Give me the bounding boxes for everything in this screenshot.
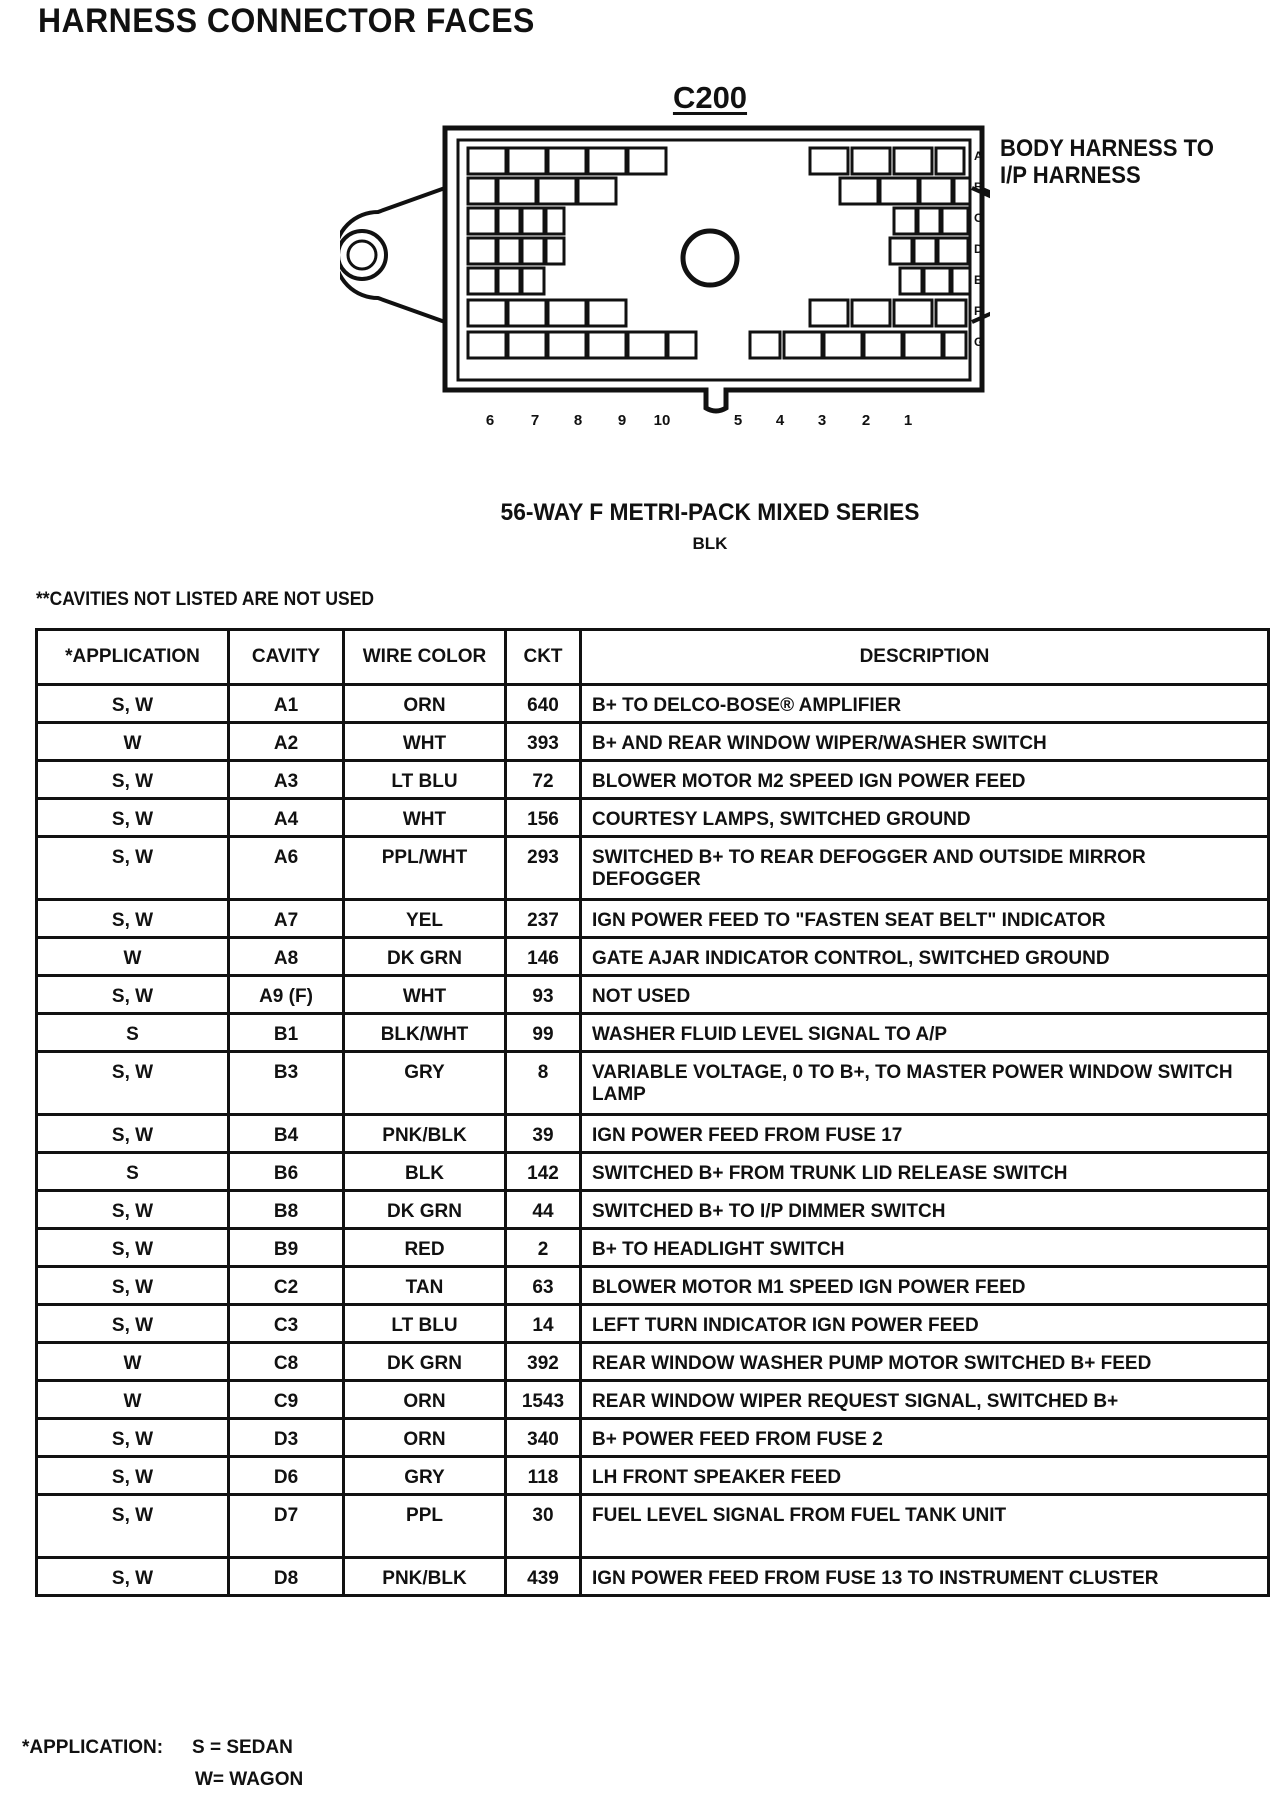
header-wire-color: WIRE COLOR — [344, 630, 506, 685]
table-row — [37, 799, 1269, 837]
page-title: HARNESS CONNECTOR FACES — [38, 2, 535, 40]
row-wire-color: BLK — [344, 1153, 506, 1191]
row-cavity: C8 — [229, 1343, 344, 1381]
connector-cavity — [628, 332, 666, 358]
row-description: COURTESY LAMPS, SWITCHED GROUND — [581, 799, 1269, 837]
table-row — [37, 1191, 1269, 1229]
table-row — [37, 900, 1269, 938]
harness-label-line-2: I/P HARNESS — [1000, 162, 1141, 189]
connector-cavity — [498, 268, 520, 294]
connector-cavity — [522, 238, 544, 264]
connector-cavity — [548, 300, 586, 326]
connector-cavity — [864, 332, 902, 358]
connector-cavity — [588, 300, 626, 326]
cavity-column-number: 1 — [903, 412, 913, 429]
row-ckt: 44 — [506, 1191, 581, 1229]
row-cavity: B8 — [229, 1191, 344, 1229]
row-cavity: B9 — [229, 1229, 344, 1267]
cavity-column-number: 8 — [573, 412, 583, 429]
cavities-note: **CAVITIES NOT LISTED ARE NOT USED — [36, 589, 374, 610]
connector-cavity — [810, 148, 848, 174]
row-wire-color: ORN — [344, 1381, 506, 1419]
cavity-row-label: B — [974, 180, 983, 194]
table-header-row — [37, 630, 1269, 685]
row-description: IGN POWER FEED FROM FUSE 13 TO INSTRUMENT CLUSTER — [581, 1558, 1269, 1596]
cavity-column-number: 3 — [817, 412, 827, 429]
cavity-column-number: 4 — [775, 412, 785, 429]
row-application: S, W — [37, 685, 229, 723]
row-wire-color: RED — [344, 1229, 506, 1267]
header-application: *APPLICATION — [37, 630, 229, 685]
row-wire-color: LT BLU — [344, 761, 506, 799]
row-cavity: A9 (F) — [229, 976, 344, 1014]
row-description: IGN POWER FEED TO "FASTEN SEAT BELT" INDICATOR — [581, 900, 1269, 938]
connector-cavity — [880, 178, 918, 204]
cavity-column-number: 2 — [861, 412, 871, 429]
connector-cavity — [890, 238, 912, 264]
connector-cavity — [852, 300, 890, 326]
table-row — [37, 837, 1269, 900]
connector-cavity — [522, 208, 544, 234]
connector-cavity — [546, 238, 564, 264]
table-row — [37, 1305, 1269, 1343]
row-cavity: A2 — [229, 723, 344, 761]
connector-cavity — [546, 208, 564, 234]
row-ckt: 72 — [506, 761, 581, 799]
row-cavity: A4 — [229, 799, 344, 837]
center-boss — [683, 231, 737, 285]
row-application: S, W — [37, 1191, 229, 1229]
row-description: GATE AJAR INDICATOR CONTROL, SWITCHED GROUND — [581, 938, 1269, 976]
connector-cavity — [824, 332, 862, 358]
row-application: S, W — [37, 837, 229, 900]
row-wire-color: PPL/WHT — [344, 837, 506, 900]
connector-cavity — [894, 148, 932, 174]
row-wire-color: GRY — [344, 1457, 506, 1495]
row-description: NOT USED — [581, 976, 1269, 1014]
footnote-label: *APPLICATION: — [22, 1737, 164, 1758]
connector-cavity — [668, 332, 696, 358]
row-ckt: 8 — [506, 1052, 581, 1115]
row-ckt: 146 — [506, 938, 581, 976]
connector-cavity — [588, 148, 626, 174]
connector-cavity — [904, 332, 942, 358]
row-ckt: 142 — [506, 1153, 581, 1191]
row-wire-color: WHT — [344, 976, 506, 1014]
connector-cavity — [522, 268, 544, 294]
row-application: S — [37, 1014, 229, 1052]
cavity-column-number: 7 — [530, 412, 540, 429]
row-application: S, W — [37, 1558, 229, 1596]
connector-cavity — [498, 208, 520, 234]
row-cavity: B3 — [229, 1052, 344, 1115]
connector-cavity — [900, 268, 922, 294]
row-ckt: 156 — [506, 799, 581, 837]
connector-cavity — [914, 238, 936, 264]
cavity-column-number: 5 — [733, 412, 743, 429]
row-description: BLOWER MOTOR M2 SPEED IGN POWER FEED — [581, 761, 1269, 799]
row-wire-color: BLK/WHT — [344, 1014, 506, 1052]
row-description: B+ TO HEADLIGHT SWITCH — [581, 1229, 1269, 1267]
header-description: DESCRIPTION — [581, 630, 1269, 685]
connector-cavity — [538, 178, 576, 204]
table-row — [37, 1052, 1269, 1115]
connector-id: C200 — [672, 80, 748, 115]
harness-label-line-1: BODY HARNESS TO — [1000, 135, 1214, 162]
row-ckt: 63 — [506, 1267, 581, 1305]
row-application: W — [37, 1381, 229, 1419]
row-application: S, W — [37, 1495, 229, 1558]
row-application: S, W — [37, 799, 229, 837]
connector-cavity — [938, 238, 968, 264]
row-description: SWITCHED B+ TO I/P DIMMER SWITCH — [581, 1191, 1269, 1229]
table-row — [37, 1229, 1269, 1267]
row-cavity: A6 — [229, 837, 344, 900]
row-ckt: 392 — [506, 1343, 581, 1381]
cavity-row-label: E — [974, 273, 983, 287]
table-row — [37, 723, 1269, 761]
row-ckt: 93 — [506, 976, 581, 1014]
row-application: S — [37, 1153, 229, 1191]
pinout-table — [35, 628, 1270, 1597]
table-row — [37, 1419, 1269, 1457]
footnote-wagon: W= WAGON — [195, 1769, 304, 1790]
row-cavity: A8 — [229, 938, 344, 976]
row-wire-color: LT BLU — [344, 1305, 506, 1343]
row-ckt: 39 — [506, 1115, 581, 1153]
row-application: W — [37, 723, 229, 761]
table-row — [37, 1153, 1269, 1191]
connector-cavity — [784, 332, 822, 358]
row-ckt: 118 — [506, 1457, 581, 1495]
connector-cavity — [918, 208, 940, 234]
connector-cavity — [628, 148, 666, 174]
connector-cavity — [578, 178, 616, 204]
row-cavity: D3 — [229, 1419, 344, 1457]
row-ckt: 340 — [506, 1419, 581, 1457]
row-application: W — [37, 938, 229, 976]
row-cavity: B1 — [229, 1014, 344, 1052]
connector-cavity — [810, 300, 848, 326]
row-application: S, W — [37, 761, 229, 799]
row-cavity: A3 — [229, 761, 344, 799]
row-ckt: 237 — [506, 900, 581, 938]
footnote-sedan: S = SEDAN — [192, 1737, 293, 1758]
connector-cavity — [468, 208, 496, 234]
row-cavity: D7 — [229, 1495, 344, 1558]
connector-cavity — [852, 148, 890, 174]
row-description: WASHER FLUID LEVEL SIGNAL TO A/P — [581, 1014, 1269, 1052]
cavity-row-label: A — [974, 149, 983, 163]
table-row — [37, 1381, 1269, 1419]
cavity-column-number: 6 — [485, 412, 495, 429]
connector-cavity — [508, 300, 546, 326]
row-wire-color: GRY — [344, 1052, 506, 1115]
connector-cavity — [936, 300, 966, 326]
row-application: S, W — [37, 1267, 229, 1305]
row-wire-color: DK GRN — [344, 1343, 506, 1381]
row-application: S, W — [37, 900, 229, 938]
row-wire-color: ORN — [344, 685, 506, 723]
row-application: S, W — [37, 1419, 229, 1457]
connector-cavity — [894, 300, 932, 326]
row-description: B+ AND REAR WINDOW WIPER/WASHER SWITCH — [581, 723, 1269, 761]
connector-cavity — [468, 148, 506, 174]
header-cavity: CAVITY — [229, 630, 344, 685]
connector-cavity — [548, 148, 586, 174]
connector-cavity — [920, 178, 952, 204]
connector-color: BLK — [692, 534, 728, 553]
table-row — [37, 685, 1269, 723]
row-description: REAR WINDOW WASHER PUMP MOTOR SWITCHED B+ FEED — [581, 1343, 1269, 1381]
connector-cavity — [588, 332, 626, 358]
row-cavity: C9 — [229, 1381, 344, 1419]
row-description: SWITCHED B+ TO REAR DEFOGGER AND OUTSIDE MIRROR DEFOGGER — [581, 837, 1269, 900]
connector-cavity — [936, 148, 964, 174]
connector-cavity — [840, 178, 878, 204]
connector-cavity — [894, 208, 916, 234]
row-ckt: 2 — [506, 1229, 581, 1267]
row-ckt: 14 — [506, 1305, 581, 1343]
cavity-row-label: F — [974, 304, 982, 318]
table-row — [37, 1267, 1269, 1305]
row-application: S, W — [37, 1229, 229, 1267]
connector-cavity — [508, 148, 546, 174]
connector-cavity — [942, 208, 968, 234]
row-cavity: D8 — [229, 1558, 344, 1596]
row-ckt: 640 — [506, 685, 581, 723]
row-wire-color: DK GRN — [344, 938, 506, 976]
row-description: REAR WINDOW WIPER REQUEST SIGNAL, SWITCHED B+ — [581, 1381, 1269, 1419]
row-cavity: A1 — [229, 685, 344, 723]
table-row — [37, 938, 1269, 976]
connector-cavity — [944, 332, 966, 358]
row-wire-color: ORN — [344, 1419, 506, 1457]
row-ckt: 393 — [506, 723, 581, 761]
connector-cavity — [548, 332, 586, 358]
row-application: S, W — [37, 1305, 229, 1343]
row-wire-color: DK GRN — [344, 1191, 506, 1229]
row-description: IGN POWER FEED FROM FUSE 17 — [581, 1115, 1269, 1153]
row-application: S, W — [37, 1457, 229, 1495]
row-wire-color: TAN — [344, 1267, 506, 1305]
header-ckt: CKT — [506, 630, 581, 685]
table-row — [37, 1343, 1269, 1381]
row-wire-color: PPL — [344, 1495, 506, 1558]
table-row — [37, 1558, 1269, 1596]
row-application: W — [37, 1343, 229, 1381]
row-ckt: 1543 — [506, 1381, 581, 1419]
connector-cavity — [468, 332, 506, 358]
connector-cavity — [952, 268, 970, 294]
left-mounting-ear — [340, 188, 445, 322]
row-cavity: D6 — [229, 1457, 344, 1495]
row-description: BLOWER MOTOR M1 SPEED IGN POWER FEED — [581, 1267, 1269, 1305]
connector-cavity — [954, 178, 970, 204]
table-row — [37, 1457, 1269, 1495]
table-row — [37, 1115, 1269, 1153]
row-ckt: 30 — [506, 1495, 581, 1558]
connector-cavity — [468, 268, 496, 294]
row-wire-color: YEL — [344, 900, 506, 938]
connector-cavity — [468, 178, 496, 204]
cavity-row-label: G — [974, 335, 984, 349]
row-application: S, W — [37, 976, 229, 1014]
connector-cavity — [498, 238, 520, 264]
row-wire-color: WHT — [344, 723, 506, 761]
row-description: FUEL LEVEL SIGNAL FROM FUEL TANK UNIT — [581, 1495, 1269, 1558]
connector-cavity — [924, 268, 950, 294]
connector-cavity — [498, 178, 536, 204]
row-application: S, W — [37, 1052, 229, 1115]
row-description: B+ POWER FEED FROM FUSE 2 — [581, 1419, 1269, 1457]
row-application: S, W — [37, 1115, 229, 1153]
row-ckt: 293 — [506, 837, 581, 900]
row-cavity: A7 — [229, 900, 344, 938]
row-wire-color: PNK/BLK — [344, 1558, 506, 1596]
row-wire-color: WHT — [344, 799, 506, 837]
row-description: B+ TO DELCO-BOSE® AMPLIFIER — [581, 685, 1269, 723]
connector-cavity — [468, 300, 506, 326]
cavity-column-number: 9 — [617, 412, 627, 429]
table-row — [37, 761, 1269, 799]
row-description: SWITCHED B+ FROM TRUNK LID RELEASE SWITCH — [581, 1153, 1269, 1191]
connector-face-diagram — [340, 118, 990, 438]
connector-series-name: 56-WAY F METRI-PACK MIXED SERIES — [500, 499, 920, 526]
table-row — [37, 1495, 1269, 1558]
row-description: LEFT TURN INDICATOR IGN POWER FEED — [581, 1305, 1269, 1343]
cavity-row-label: C — [974, 211, 983, 225]
row-wire-color: PNK/BLK — [344, 1115, 506, 1153]
table-row — [37, 1014, 1269, 1052]
connector-cavity — [750, 332, 780, 358]
cavity-row-label: D — [974, 242, 983, 256]
row-description: LH FRONT SPEAKER FEED — [581, 1457, 1269, 1495]
row-cavity: B4 — [229, 1115, 344, 1153]
harness-label — [1000, 135, 1214, 189]
row-cavity: C2 — [229, 1267, 344, 1305]
connector-cavity — [468, 238, 496, 264]
connector-cavity — [508, 332, 546, 358]
cavity-column-number: 10 — [653, 412, 671, 429]
row-cavity: B6 — [229, 1153, 344, 1191]
row-cavity: C3 — [229, 1305, 344, 1343]
table-row — [37, 976, 1269, 1014]
row-ckt: 439 — [506, 1558, 581, 1596]
row-description: VARIABLE VOLTAGE, 0 TO B+, TO MASTER POWER WINDOW SWITCH LAMP — [581, 1052, 1269, 1115]
row-ckt: 99 — [506, 1014, 581, 1052]
